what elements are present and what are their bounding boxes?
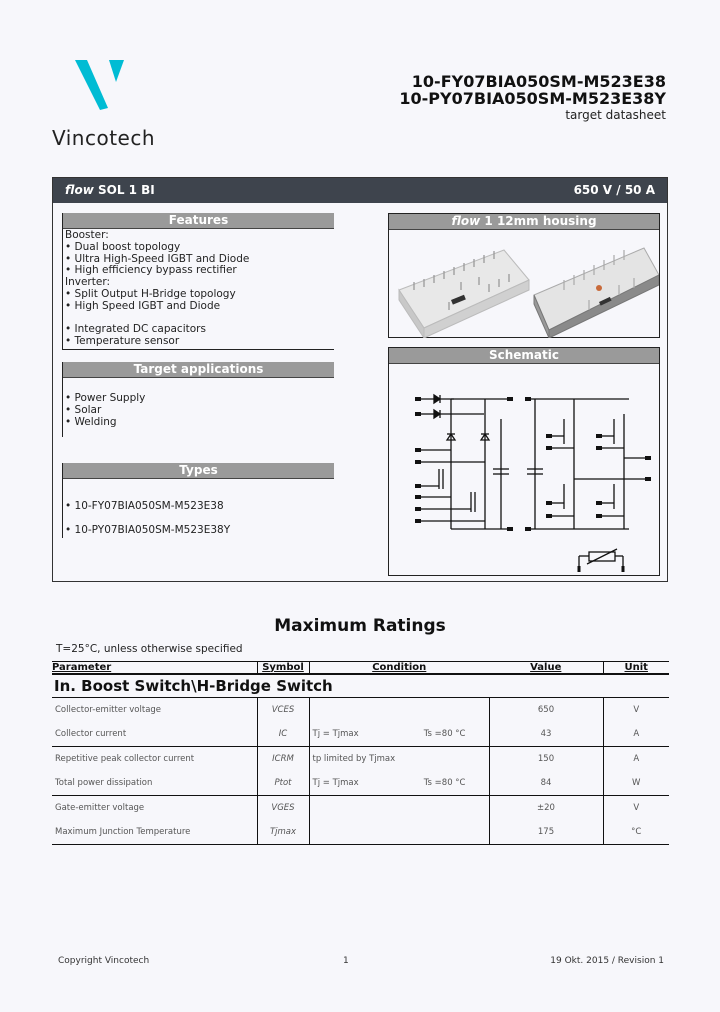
feature-item: • Integrated DC capacitors <box>65 323 206 336</box>
table-row <box>52 796 669 821</box>
ratings-table <box>52 661 669 845</box>
doc-type: target datasheet <box>565 108 666 122</box>
family-italic: flow <box>65 183 94 197</box>
footer-page-number: 1 <box>343 956 349 966</box>
value: 650 <box>489 698 603 723</box>
symbol: VCES <box>257 698 309 723</box>
application-item: • Power Supply <box>65 392 146 404</box>
table-row <box>52 722 669 747</box>
value: 84 <box>489 771 603 796</box>
applications-list <box>63 378 334 428</box>
condition <box>309 698 489 723</box>
col-parameter: Parameter <box>52 662 257 675</box>
circuit-schematic-icon <box>389 364 659 576</box>
param: Collector-emitter voltage <box>52 698 257 723</box>
table-row <box>52 747 669 772</box>
features-list <box>63 229 334 348</box>
condition: Tj = Tjmax Ts =80 °C <box>309 722 489 747</box>
housing-title-text: 1 12mm housing <box>480 214 597 228</box>
param: Maximum Junction Temperature <box>55 827 191 837</box>
part-number-2: 10-PY07BIA050SM-M523E38Y <box>399 89 666 108</box>
feature-item: Booster: <box>65 229 109 241</box>
schematic-title: Schematic <box>389 348 659 364</box>
product-overview <box>52 177 668 582</box>
types-box <box>62 463 334 538</box>
ratings-condition: T=25°C, unless otherwise specified <box>56 643 243 655</box>
symbol: Tjmax <box>257 820 309 845</box>
unit: A <box>603 722 669 747</box>
application-item: • Welding <box>65 415 117 428</box>
condition <box>309 796 489 821</box>
brand-name: Vincotech <box>52 126 156 150</box>
part-number-1: 10-FY07BIA050SM-M523E38 <box>411 72 666 91</box>
feature-item: • Ultra High-Speed IGBT and Diode <box>65 252 250 265</box>
housing-title <box>389 214 659 230</box>
col-symbol: Symbol <box>257 662 309 675</box>
param: Total power dissipation <box>55 778 153 788</box>
symbol: VGES <box>257 796 309 821</box>
feature-item: • High efficiency bypass rectifier <box>65 264 237 277</box>
unit: V <box>603 698 669 723</box>
table-row <box>52 820 669 845</box>
application-item: • Solar <box>65 403 102 416</box>
param: Collector current <box>55 729 127 739</box>
param: Gate-emitter voltage <box>52 796 257 821</box>
symbol: ICRM <box>257 747 309 772</box>
type-item: • 10-FY07BIA050SM-M523E38 <box>65 500 224 512</box>
product-rating: 650 V / 50 A <box>573 183 655 197</box>
product-band <box>53 178 667 203</box>
unit: A <box>603 747 669 772</box>
value: 175 <box>489 820 603 845</box>
unit: V <box>603 796 669 821</box>
value: 43 <box>489 722 603 747</box>
maximum-ratings-title: Maximum Ratings <box>274 616 446 636</box>
unit: W <box>603 771 669 796</box>
table-row <box>52 698 669 723</box>
value: 150 <box>489 747 603 772</box>
housing-box <box>388 213 660 338</box>
family-name: SOL 1 BI <box>97 183 155 197</box>
condition: tp limited by Tjmax <box>309 747 489 772</box>
types-list <box>63 479 334 542</box>
features-box <box>62 213 334 350</box>
feature-item: • Split Output H-Bridge topology <box>65 287 236 300</box>
applications-title: Target applications <box>63 362 334 378</box>
vincotech-logo-icon <box>74 58 124 112</box>
feature-item: • High Speed IGBT and Diode <box>65 299 221 312</box>
footer-revision: 19 Okt. 2015 / Revision 1 <box>550 956 664 966</box>
condition <box>309 820 489 845</box>
table-header-row <box>52 662 669 675</box>
types-title: Types <box>63 463 334 479</box>
param: Repetitive peak collector current <box>52 747 257 772</box>
housing-title-italic: flow <box>451 214 481 228</box>
feature-item: • Temperature sensor <box>65 335 180 348</box>
col-unit: Unit <box>603 662 669 675</box>
section-title: In. Boost Switch\H-Bridge Switch <box>54 677 333 695</box>
feature-item: Inverter: <box>65 276 110 289</box>
symbol: Ptot <box>257 771 309 796</box>
condition: Tj = Tjmax Ts =80 °C <box>309 771 489 796</box>
features-title: Features <box>63 213 334 229</box>
type-item: • 10-PY07BIA050SM-M523E38Y <box>65 524 231 536</box>
feature-item: • Dual boost topology <box>65 240 181 253</box>
module-photo-icon <box>389 230 659 338</box>
symbol: IC <box>257 722 309 747</box>
footer-copyright: Copyright Vincotech <box>58 956 150 966</box>
col-condition: Condition <box>309 662 489 675</box>
col-value: Value <box>489 662 603 675</box>
applications-box <box>62 362 334 437</box>
value: ±20 <box>489 796 603 821</box>
table-row <box>52 771 669 796</box>
schematic-box <box>388 347 660 576</box>
unit: °C <box>603 820 669 845</box>
